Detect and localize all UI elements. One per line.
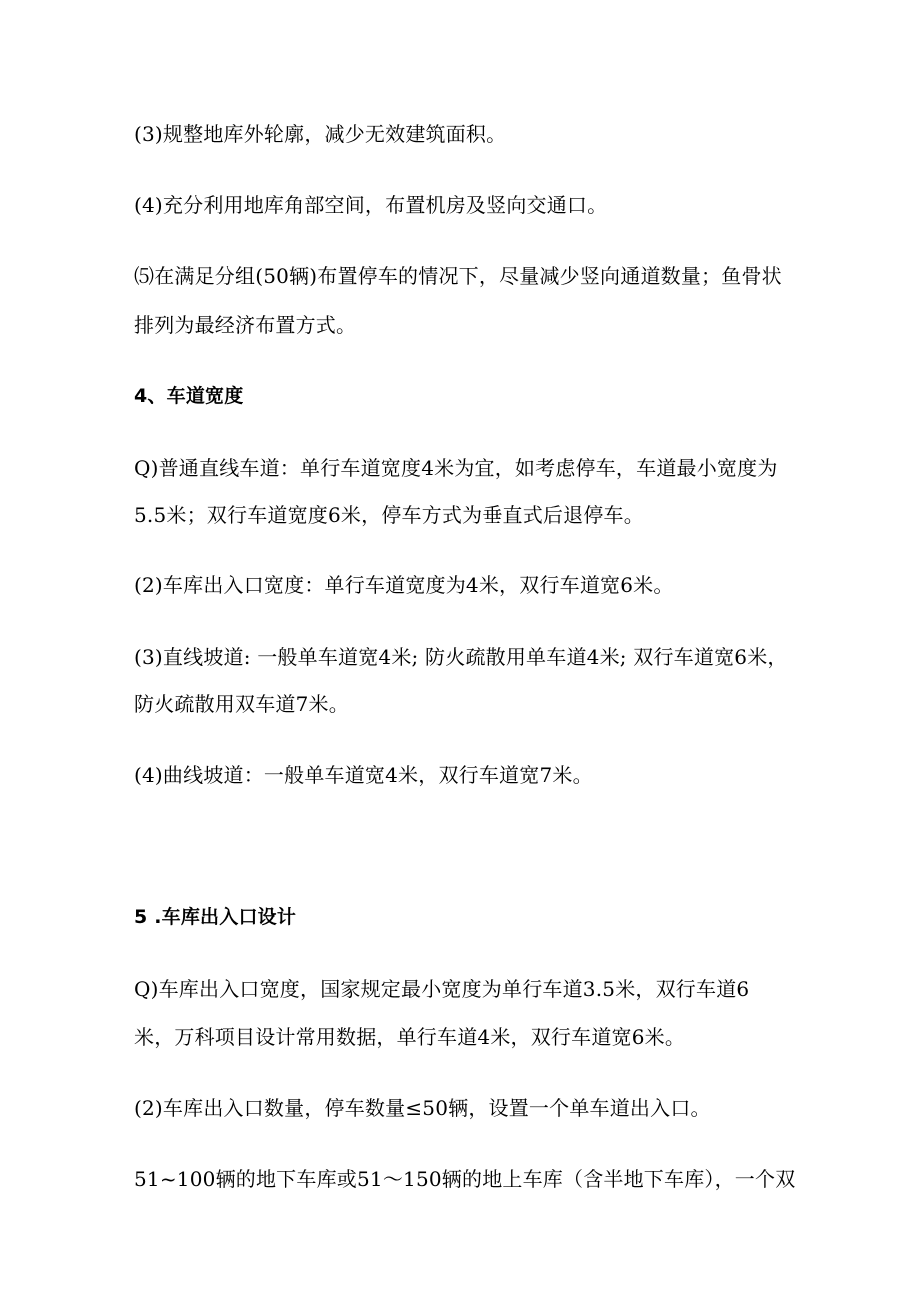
lane-item-3-line-1: (3)直线坡道: 一般单车道宽4米; 防火疏散用单车道4米; 双行车道宽6米，	[134, 645, 788, 669]
section-heading-entrance-design: 5 .车库出入口设计	[134, 906, 297, 928]
entrance-item-1-line-1: Q)车库出入口宽度，国家规定最小宽度为单行车道3.5米，双行车道6	[134, 977, 750, 1001]
lane-item-1-line-2: 5.5米；双行车道宽度6米，停车方式为垂直式后退停车。	[134, 503, 644, 527]
item-3-outline: (3)规整地库外轮廓，减少无效建筑面积。	[134, 122, 507, 146]
lane-item-4: (4)曲线坡道：一般单车道宽4米，双行车道宽7米。	[134, 763, 593, 787]
item-5-grouping-line-1: ⑸在满足分组(50辆)布置停车的情况下，尽量减少竖向通道数量；鱼骨状	[134, 264, 782, 288]
entrance-item-1-line-2: 米，万科项目设计常用数据，单行车道4米，双行车道宽6米。	[134, 1025, 686, 1049]
entrance-item-2: (2)车库出入口数量，停车数量≤50辆，设置一个单车道出入口。	[134, 1096, 711, 1120]
section-heading-lane-width: 4、车道宽度	[134, 385, 244, 407]
item-5-grouping-line-2: 排列为最经济布置方式。	[134, 313, 357, 337]
entrance-item-2-continued: 51~100辆的地下车库或51～150辆的地上车库（含半地下车库），一个双	[134, 1167, 796, 1191]
item-4-corner-space: (4)充分利用地库角部空间，布置机房及竖向交通口。	[134, 193, 608, 217]
lane-item-2: (2)车库出入口宽度：单行车道宽度为4米，双行车道宽6米。	[134, 573, 674, 597]
lane-item-3-line-2: 防火疏散用双车道7米。	[134, 692, 349, 716]
lane-item-1-line-1: Q)普通直线车道：单行车道宽度4米为宜，如考虑停车，车道最小宽度为	[134, 456, 778, 480]
